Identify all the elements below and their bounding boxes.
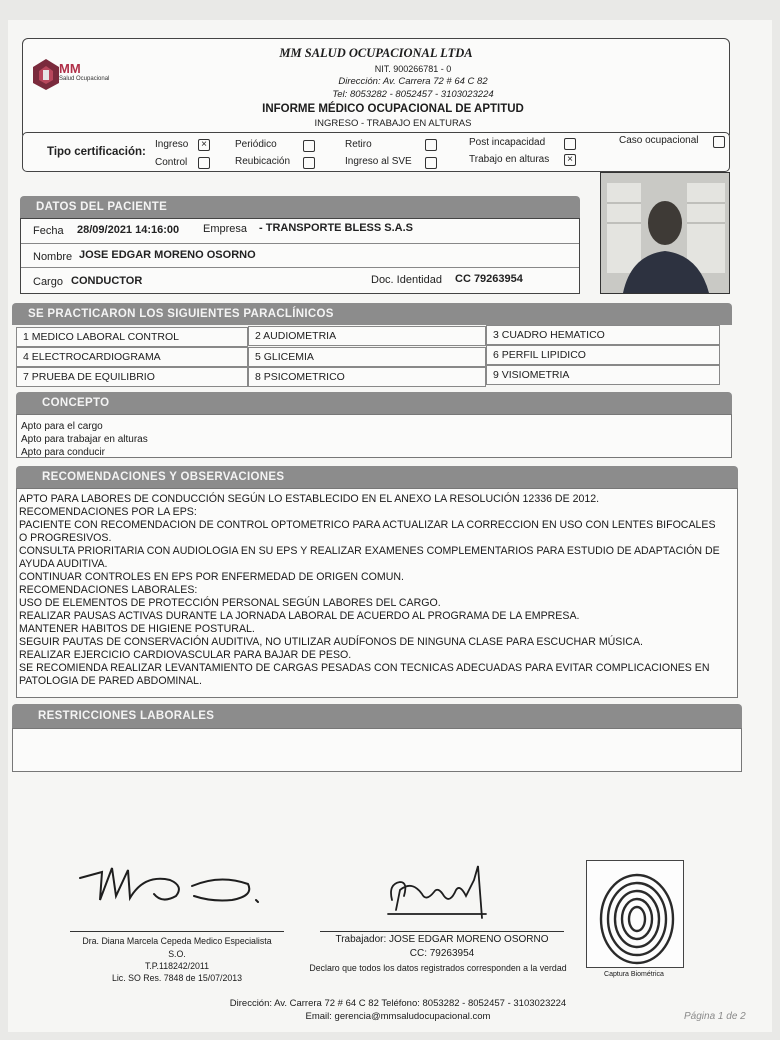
paraclinico-item: 1 MEDICO LABORAL CONTROL: [16, 327, 248, 347]
paraclinico-item: 7 PRUEBA DE EQUILIBRIO: [16, 367, 248, 387]
option-retiro-label: Retiro: [345, 139, 372, 150]
restricciones-section-header: RESTRICCIONES LABORALES: [12, 704, 742, 728]
doctor-signature: [72, 856, 272, 916]
concepto-section-header: CONCEPTO: [16, 392, 732, 414]
paraclinico-item: 6 PERFIL LIPIDICO: [486, 345, 720, 365]
biometric-caption: Captura Biométrica: [604, 971, 664, 978]
option-sve-label: Ingreso al SVE: [345, 156, 412, 167]
recomendacion-line: PATOLOGIA DE PARED ABDOMINAL.: [19, 675, 202, 687]
option-postincapacidad-checkbox[interactable]: [564, 138, 576, 150]
paraclinico-item: 9 VISIOMETRIA: [486, 365, 720, 385]
recomendacion-line: SEGUIR PAUTAS DE CONSERVACIÓN AUDITIVA, NO UTILIZAR AUDÍFONOS DE NINGUNA CLASE PARA ESCUCHAR MÚSICA.: [19, 636, 643, 648]
recomendacion-line: CONSULTA PRIORITARIA CON AUDIOLOGIA EN SU EPS Y REALIZAR EXAMENES COMPLEMENTARIOS PARA ESTUDIO DE ADAPTACIÓN DE: [19, 545, 720, 557]
paraclinico-item: 8 PSICOMETRICO: [248, 367, 486, 387]
paraclinicos-table: [16, 325, 732, 387]
report-title: INFORME MÉDICO OCUPACIONAL DE APTITUD: [262, 103, 524, 115]
company-name: MM SALUD OCUPACIONAL LTDA: [279, 46, 473, 60]
option-periodico-checkbox[interactable]: [303, 140, 315, 152]
company-phones: Tel: 8053282 - 8052457 - 3103023224: [332, 89, 494, 100]
option-reubicacion-label: Reubicación: [235, 156, 291, 167]
doctor-name: Dra. Diana Marcela Cepeda Medico Especialista: [82, 936, 272, 946]
option-alturas-checkbox[interactable]: ×: [564, 154, 576, 166]
patient-photo: [600, 172, 730, 294]
option-periodico-label: Periódico: [235, 139, 277, 150]
nombre-value: JOSE EDGAR MORENO OSORNO: [79, 249, 256, 261]
recomendacion-line: MANTENER HABITOS DE HIGIENE POSTURAL.: [19, 623, 255, 635]
company-logo: [29, 57, 121, 97]
page-number: Página 1 de 2: [684, 1011, 746, 1022]
empresa-value: - TRANSPORTE BLESS S.A.S: [259, 222, 414, 234]
document-page: [8, 20, 772, 1032]
concepto-line: Apto para el cargo: [21, 421, 103, 432]
header-box: [22, 38, 730, 140]
paraclinico-item: 3 CUADRO HEMATICO: [486, 325, 720, 345]
option-casoocupacional-checkbox[interactable]: [713, 136, 725, 148]
cargo-value: CONDUCTOR: [71, 275, 143, 287]
report-subtitle: INGRESO - TRABAJO EN ALTURAS: [314, 118, 472, 129]
logo-subtitle: Salud Ocupacional: [59, 76, 110, 82]
recomendacion-line: PACIENTE CON RECOMENDACION DE CONTROL OPTOMETRICO PARA ACTUALIZAR LA CORRECCION EN USO CON LENTES BIFOCALES: [19, 519, 716, 531]
company-nit: NIT. 900266781 - 0: [374, 64, 452, 74]
fingerprint-icon: [587, 861, 683, 967]
nombre-label: Nombre: [33, 251, 73, 263]
fecha-value: 28/09/2021 14:16:00: [77, 224, 180, 236]
patient-section-header: DATOS DEL PACIENTE: [20, 196, 580, 218]
recomendaciones-section-header: RECOMENDACIONES Y OBSERVACIONES: [16, 466, 738, 488]
worker-declaration: Declaro que todos los datos registrados corresponden a la verdad: [309, 963, 567, 973]
option-ingreso-label: Ingreso: [155, 139, 189, 150]
option-retiro-checkbox[interactable]: [425, 139, 437, 151]
paraclinicos-section-header: SE PRACTICARON LOS SIGUIENTES PARACLÍNICOS: [12, 303, 732, 325]
option-control-label: Control: [155, 157, 188, 168]
option-postincapacidad-label: Post incapacidad: [469, 137, 546, 148]
cargo-label: Cargo: [33, 276, 63, 288]
doctor-signature-line: [70, 931, 284, 932]
option-control-checkbox[interactable]: [198, 157, 210, 169]
concepto-box: [16, 414, 732, 458]
empresa-label: Empresa: [203, 223, 248, 235]
worker-signature: [378, 860, 498, 930]
recomendacion-line: USO DE ELEMENTOS DE PROTECCIÓN PERSONAL SEGÚN LABORES DEL CARGO.: [19, 597, 441, 609]
doc-value: CC 79263954: [455, 273, 523, 285]
recomendacion-line: CONTINUAR CONTROLES EN EPS POR ENFERMEDAD DE ORIGEN COMUN.: [19, 571, 404, 583]
recomendacion-line: REALIZAR PAUSAS ACTIVAS DURANTE LA JORNADA LABORAL DE ACUERDO AL PROGRAMA DE LA EMPRESA.: [19, 610, 580, 622]
recomendacion-line: REALIZAR EJERCICIO CARDIOVASCULAR PARA BAJAR DE PESO.: [19, 649, 352, 661]
paraclinico-item: 2 AUDIOMETRIA: [248, 326, 486, 346]
option-alturas-label: Trabajo en alturas: [469, 154, 550, 165]
paraclinico-item: 5 GLICEMIA: [248, 347, 486, 367]
recomendacion-line: AYUDA AUDITIVA.: [19, 558, 108, 570]
fecha-label: Fecha: [33, 225, 64, 237]
footer-email: Email: gerencia@mmsaludocupacional.com: [305, 1011, 491, 1022]
fingerprint-box: [586, 860, 684, 968]
concepto-line: Apto para trabajar en alturas: [21, 434, 148, 445]
recomendacion-line: SE RECOMIENDA REALIZAR LEVANTAMIENTO DE CARGAS PESADAS CON TECNICAS ADECUADAS PARA EVITAR COMPLICACIONES EN: [19, 662, 710, 674]
certification-label: Tipo certificación:: [47, 146, 146, 158]
option-reubicacion-checkbox[interactable]: [303, 157, 315, 169]
footer-address: Dirección: Av. Carrera 72 # 64 C 82 Teléfono: 8053282 - 8052457 - 3103023224: [229, 998, 567, 1009]
recomendacion-line: RECOMENDACIONES LABORALES:: [19, 584, 198, 596]
recomendacion-line: APTO PARA LABORES DE CONDUCCIÓN SEGÚN LO ESTABLECIDO EN EL ANEXO LA RESOLUCIÓN 12336 DE 2012.: [19, 493, 600, 505]
logo-mark: MM: [59, 61, 81, 76]
patient-box: [20, 218, 580, 294]
recomendacion-line: RECOMENDACIONES POR LA EPS:: [19, 506, 197, 518]
company-address: Dirección: Av. Carrera 72 # 64 C 82: [338, 76, 488, 87]
certification-box: [22, 132, 730, 172]
option-casoocupacional-label: Caso ocupacional: [619, 135, 699, 146]
worker-name: Trabajador: JOSE EDGAR MORENO OSORNO: [335, 934, 549, 945]
option-ingreso-checkbox[interactable]: ×: [198, 139, 210, 151]
doctor-license: Lic. SO Res. 7848 de 15/07/2013: [111, 973, 243, 983]
restricciones-box: [12, 728, 742, 772]
doc-label: Doc. Identidad: [371, 274, 442, 286]
doctor-tp: T.P.118242/2011: [144, 961, 210, 971]
option-sve-checkbox[interactable]: [425, 157, 437, 169]
recomendacion-line: O PROGRESIVOS.: [19, 532, 112, 544]
recomendaciones-box: [16, 488, 738, 698]
worker-signature-line: [320, 931, 564, 932]
doctor-so: S.O.: [168, 949, 186, 959]
worker-cc: CC: 79263954: [409, 948, 475, 959]
paraclinico-item: 4 ELECTROCARDIOGRAMA: [16, 347, 248, 367]
concepto-line: Apto para conducir: [21, 447, 105, 458]
